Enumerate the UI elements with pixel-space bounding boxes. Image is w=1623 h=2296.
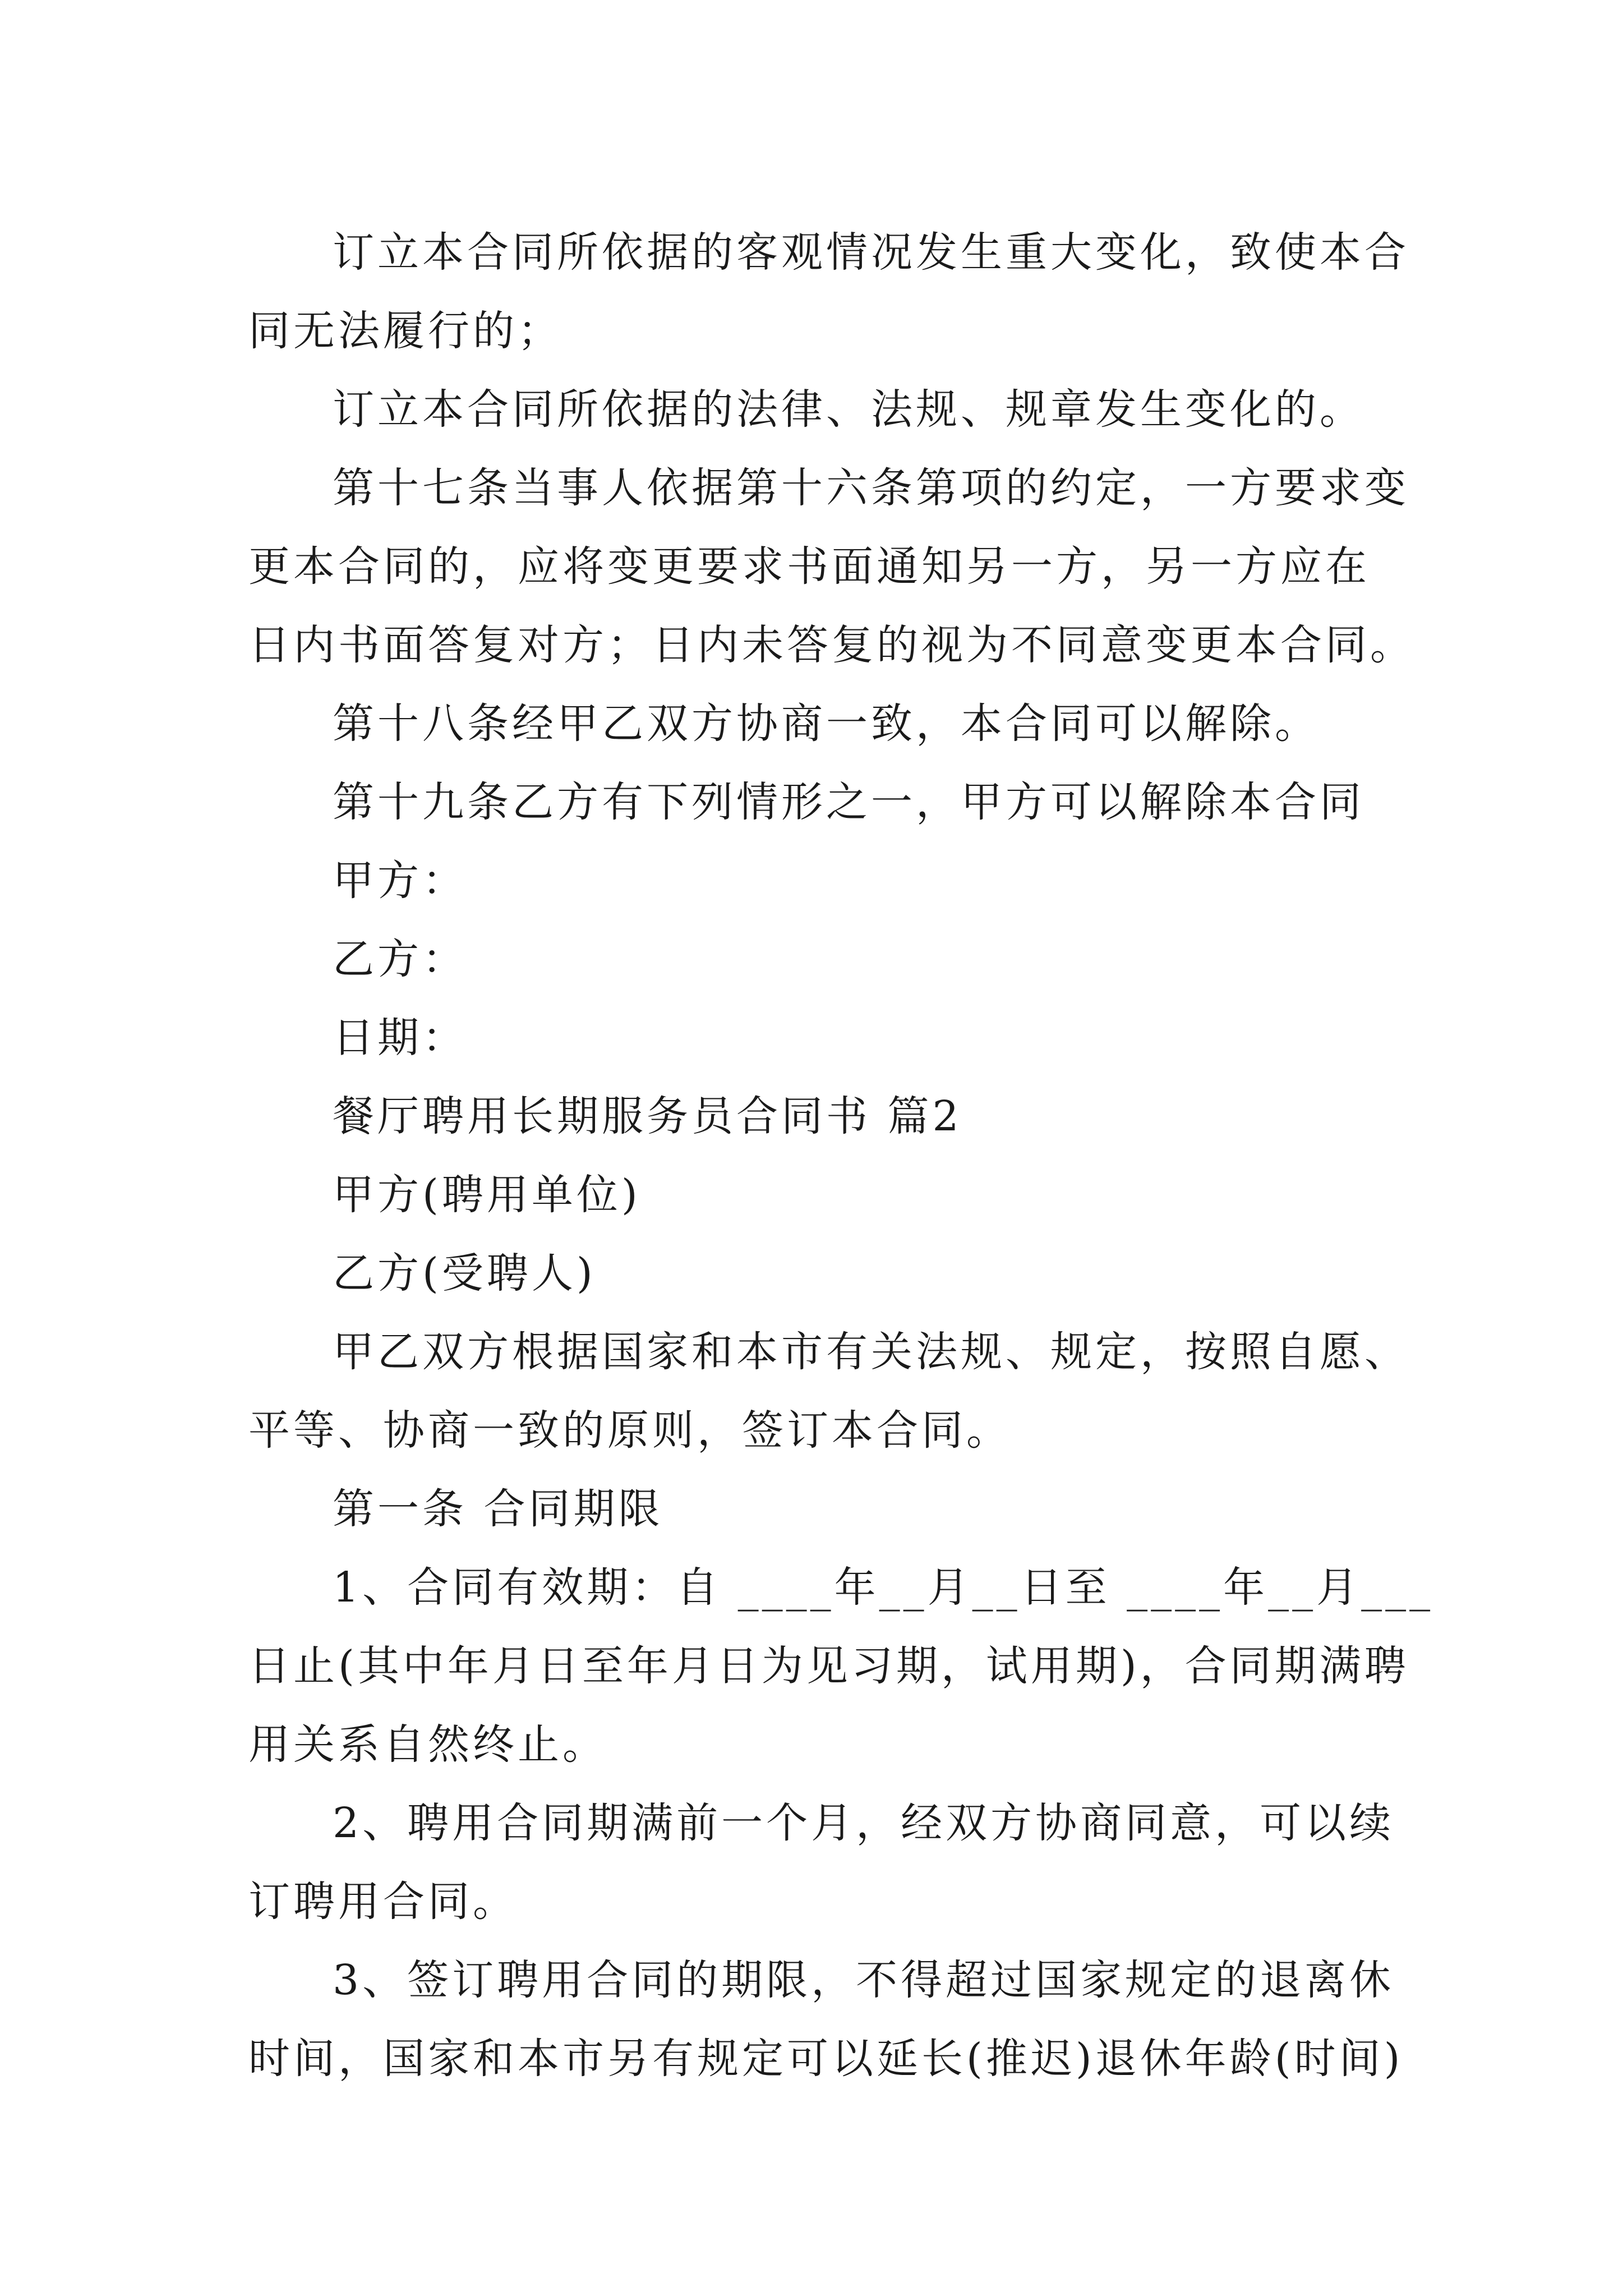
text-line: 订聘用合同。 — [248, 1878, 518, 1926]
text-line: 第十九条乙方有下列情形之一，甲方可以解除本合同 — [333, 778, 1364, 826]
text-line: 第十七条当事人依据第十六条第项的约定，一方要求变 — [333, 464, 1409, 512]
text-line: 第十八条经甲乙双方协商一致，本合同可以解除。 — [333, 700, 1320, 748]
text-line: 3、签订聘用合同的期限，不得超过国家规定的退离休 — [333, 1956, 1395, 2004]
text-line: 餐厅聘用长期服务员合同书 篇2 — [333, 1092, 962, 1140]
text-line: 日期： — [333, 1014, 467, 1062]
text-line: 更本合同的，应将变更要求书面通知另一方，另一方应在 — [248, 542, 1370, 591]
text-line: 甲乙双方根据国家和本市有关法规、规定，按照自愿、 — [333, 1328, 1409, 1376]
text-line: 1、合同有效期：自 ____年__月__日至 ____年__月___ — [333, 1563, 1434, 1612]
text-line: 平等、协商一致的原则，签订本合同。 — [248, 1406, 1011, 1455]
text-line: 2、聘用合同期满前一个月，经双方协商同意，可以续 — [333, 1799, 1395, 1847]
text-line: 甲方(聘用单位) — [333, 1171, 641, 1219]
text-line: 订立本合同所依据的客观情况发生重大变化，致使本合 — [333, 228, 1409, 277]
text-line: 乙方： — [333, 935, 467, 983]
text-line: 第一条 合同期限 — [333, 1485, 663, 1533]
text-line: 用关系自然终止。 — [248, 1720, 607, 1769]
text-line: 日内书面答复对方；日内未答复的视为不同意变更本合同。 — [248, 621, 1415, 669]
text-line: 甲方： — [333, 857, 467, 905]
text-line: 时间，国家和本市另有规定可以延长(推迟)退休年龄(时间) — [248, 2035, 1404, 2083]
contract-body — [248, 213, 1434, 2098]
text-line: 同无法履行的； — [248, 307, 562, 355]
text-line: 乙方(受聘人) — [333, 1249, 596, 1297]
text-line: 订立本合同所依据的法律、法规、规章发生变化的。 — [333, 385, 1364, 434]
text-line: 日止(其中年月日至年月日为见习期，试用期)，合同期满聘 — [248, 1642, 1409, 1690]
